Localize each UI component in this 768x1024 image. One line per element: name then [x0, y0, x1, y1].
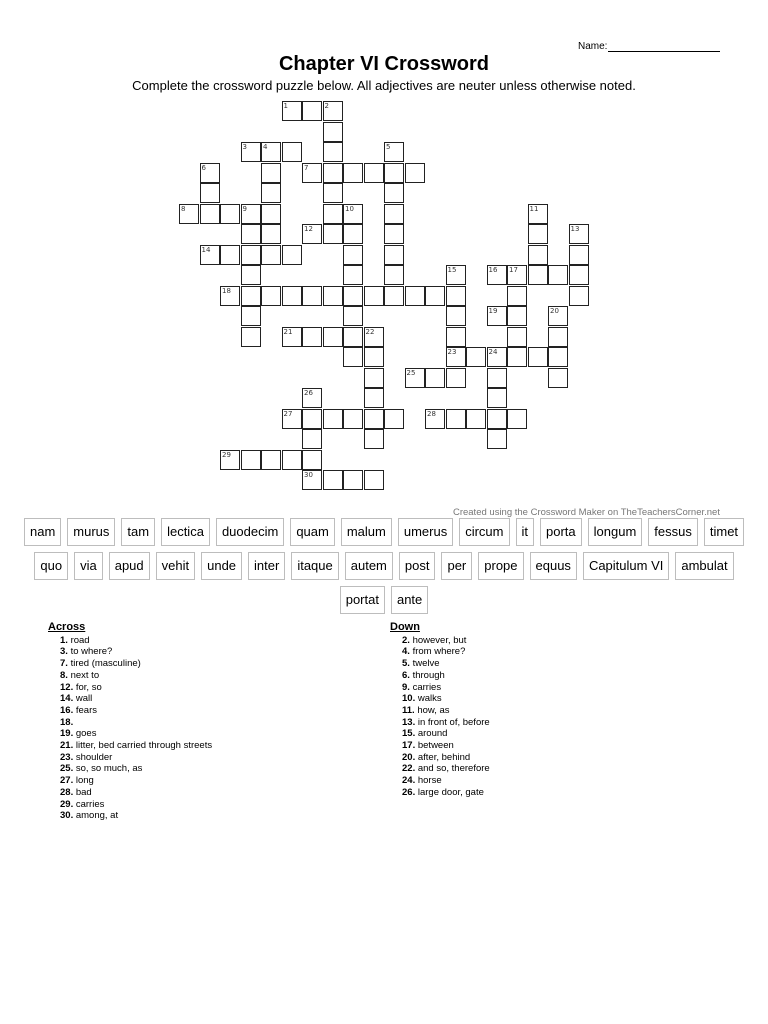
clue-text: shoulder — [75, 751, 113, 763]
down-clue — [390, 635, 490, 647]
crossword-cell[interactable] — [323, 327, 343, 347]
crossword-cell[interactable] — [241, 286, 261, 306]
word-bank-item: post — [399, 552, 436, 580]
crossword-cell[interactable] — [302, 327, 322, 347]
crossword-cell[interactable] — [200, 183, 220, 203]
word-bank-item: umerus — [398, 518, 453, 546]
crossword-cell[interactable] — [446, 265, 466, 285]
crossword-cell[interactable] — [446, 306, 466, 326]
crossword-cell[interactable] — [405, 163, 425, 183]
crossword-cell[interactable] — [446, 327, 466, 347]
crossword-cell[interactable] — [548, 265, 568, 285]
word-bank-item: it — [516, 518, 535, 546]
down-clue — [390, 646, 490, 658]
clue-number: 21 — [283, 327, 293, 336]
word-bank-row — [42, 586, 726, 614]
crossword-cell[interactable] — [261, 163, 281, 183]
crossword-cell[interactable] — [446, 368, 466, 388]
crossword-cell[interactable] — [179, 204, 199, 224]
crossword-grid — [0, 0, 768, 500]
down-clue — [390, 728, 490, 740]
word-bank-row — [42, 552, 726, 580]
crossword-cell[interactable] — [364, 286, 384, 306]
clue-text: tired (masculine) — [70, 658, 141, 670]
clue-num: 4. — [402, 646, 410, 658]
down-clue — [390, 775, 490, 787]
word-bank-item: malum — [341, 518, 392, 546]
clue-number: 3 — [242, 143, 247, 151]
word-bank-item: lectica — [161, 518, 210, 546]
down-clues — [390, 622, 490, 799]
word-bank-item: prope — [478, 552, 523, 580]
clue-number: 9 — [242, 204, 247, 213]
word-bank-item: fessus — [648, 518, 698, 546]
crossword-cell[interactable] — [261, 224, 281, 244]
crossword-cell[interactable] — [282, 409, 302, 429]
crossword-cell[interactable] — [282, 327, 302, 347]
crossword-cell[interactable] — [302, 388, 322, 408]
word-bank-item: ambulat — [675, 552, 733, 580]
clue-number: 13 — [570, 225, 580, 233]
down-clue — [390, 763, 490, 775]
crossword-cell[interactable] — [261, 183, 281, 203]
clue-num: 7. — [60, 658, 68, 670]
crossword-cell[interactable] — [302, 163, 322, 183]
crossword-cell[interactable] — [323, 122, 343, 142]
crossword-cell[interactable] — [528, 245, 548, 265]
clue-num: 10. — [402, 693, 416, 705]
across-clue — [48, 740, 212, 752]
crossword-cell[interactable] — [548, 327, 568, 347]
crossword-cell[interactable] — [241, 142, 261, 162]
crossword-cell[interactable] — [220, 245, 240, 265]
crossword-cell[interactable] — [384, 245, 404, 265]
crossword-cell[interactable] — [343, 224, 363, 244]
crossword-cell[interactable] — [528, 224, 548, 244]
clue-text: among, at — [75, 810, 119, 822]
clue-number: 26 — [304, 389, 313, 397]
crossword-cell[interactable] — [241, 265, 261, 285]
across-clue — [48, 787, 212, 799]
crossword-cell[interactable] — [405, 286, 425, 306]
clue-text: goes — [75, 728, 97, 740]
crossword-cell[interactable] — [364, 388, 384, 408]
crossword-cell[interactable] — [282, 286, 302, 306]
clue-number: 18 — [222, 286, 231, 295]
crossword-cell[interactable] — [569, 245, 589, 265]
down-clue — [390, 693, 490, 705]
crossword-cell[interactable] — [364, 347, 384, 367]
clue-num: 18. — [60, 716, 74, 728]
crossword-cell[interactable] — [282, 245, 302, 265]
across-clue — [48, 763, 212, 775]
crossword-cell[interactable] — [384, 163, 404, 183]
clue-num: 22. — [402, 763, 416, 775]
crossword-cell[interactable] — [425, 286, 445, 306]
clue-number: 29 — [222, 450, 231, 459]
clue-text: however, but — [412, 634, 467, 646]
crossword-cell[interactable] — [507, 306, 527, 326]
crossword-cell[interactable] — [323, 101, 343, 121]
crossword-cell[interactable] — [282, 101, 302, 121]
crossword-cell[interactable] — [241, 450, 261, 470]
clue-num: 16. — [60, 704, 74, 716]
crossword-cell[interactable] — [302, 409, 322, 429]
crossword-cell[interactable] — [548, 347, 568, 367]
down-clue — [390, 705, 490, 717]
crossword-cell[interactable] — [343, 306, 363, 326]
crossword-cell[interactable] — [364, 368, 384, 388]
clue-text: so, so much, as — [75, 763, 143, 775]
crossword-cell[interactable] — [569, 224, 589, 244]
credit-text: Created using the Crossword Maker on TheTeachersCorner.net — [452, 507, 720, 518]
clue-text: bad — [75, 786, 92, 798]
clue-number: 4 — [263, 143, 268, 151]
instructions-text: Complete the crossword puzzle below. All adjectives are neuter unless otherwise noted. — [132, 78, 636, 93]
crossword-cell[interactable] — [323, 409, 343, 429]
crossword-cell[interactable] — [487, 368, 507, 388]
word-bank-item: apud — [109, 552, 150, 580]
crossword-cell[interactable] — [302, 470, 322, 490]
crossword-cell[interactable] — [323, 224, 343, 244]
clue-number: 30 — [304, 471, 313, 479]
clue-number: 10 — [345, 204, 354, 213]
clue-text: in front of, before — [417, 716, 490, 728]
crossword-cell[interactable] — [323, 286, 343, 306]
clue-num: 20. — [402, 751, 416, 763]
clue-text: for, so — [75, 681, 102, 693]
crossword-cell[interactable] — [302, 101, 322, 121]
crossword-cell[interactable] — [487, 306, 507, 326]
word-bank-item: nam — [24, 518, 61, 546]
clue-text: large door, gate — [417, 786, 484, 798]
crossword-cell[interactable] — [261, 286, 281, 306]
crossword-cell[interactable] — [241, 327, 261, 347]
clue-num: 5. — [402, 658, 410, 670]
word-bank-item: equus — [530, 552, 577, 580]
crossword-cell[interactable] — [323, 470, 343, 490]
crossword-cell[interactable] — [487, 429, 507, 449]
clue-num: 12. — [60, 681, 74, 693]
word-bank-item: portat — [340, 586, 385, 614]
across-clue — [48, 717, 212, 729]
clue-num: 28. — [60, 786, 74, 798]
crossword-cell[interactable] — [507, 327, 527, 347]
crossword-cell[interactable] — [384, 183, 404, 203]
across-clues — [48, 622, 212, 822]
clue-number: 23 — [447, 348, 457, 356]
across-clue — [48, 635, 212, 647]
word-bank-item: itaque — [291, 552, 338, 580]
down-clue — [390, 658, 490, 670]
clue-number: 16 — [488, 266, 498, 274]
crossword-cell[interactable] — [528, 347, 548, 367]
across-clue — [48, 670, 212, 682]
across-clue — [48, 799, 212, 811]
across-clue — [48, 810, 212, 822]
crossword-cell[interactable] — [220, 286, 240, 306]
crossword-cell[interactable] — [302, 429, 322, 449]
crossword-cell[interactable] — [405, 368, 425, 388]
crossword-cell[interactable] — [220, 204, 240, 224]
clue-number: 7 — [304, 163, 309, 172]
crossword-cell[interactable] — [384, 204, 404, 224]
clue-number: 2 — [324, 102, 329, 110]
across-clue — [48, 693, 212, 705]
crossword-cell[interactable] — [323, 163, 343, 183]
across-clue — [48, 658, 212, 670]
crossword-cell[interactable] — [343, 204, 363, 224]
clue-num: 8. — [60, 669, 68, 681]
word-bank-item: duodecim — [216, 518, 284, 546]
crossword-cell[interactable] — [446, 409, 466, 429]
crossword-cell[interactable] — [241, 224, 261, 244]
word-bank-item: ante — [391, 586, 428, 614]
crossword-cell[interactable] — [343, 265, 363, 285]
crossword-cell[interactable] — [241, 306, 261, 326]
crossword-cell[interactable] — [364, 327, 384, 347]
clue-number: 27 — [283, 409, 293, 418]
crossword-cell[interactable] — [302, 286, 322, 306]
word-bank-item: longum — [588, 518, 643, 546]
crossword-cell[interactable] — [323, 142, 343, 162]
clue-text: around — [417, 728, 448, 740]
down-clue — [390, 670, 490, 682]
clue-num: 15. — [402, 728, 416, 740]
clue-number: 24 — [488, 348, 498, 356]
clue-text: after, behind — [417, 751, 471, 763]
word-bank-item: timet — [704, 518, 744, 546]
clue-text: to where? — [70, 646, 113, 658]
clue-number: 5 — [386, 143, 391, 151]
word-bank-item: tam — [121, 518, 155, 546]
crossword-cell[interactable] — [384, 265, 404, 285]
word-bank-item: unde — [201, 552, 242, 580]
crossword-cell[interactable] — [569, 286, 589, 306]
word-bank-item: circum — [459, 518, 509, 546]
crossword-cell[interactable] — [364, 429, 384, 449]
word-bank-item: vehit — [156, 552, 195, 580]
clue-number: 11 — [529, 204, 539, 213]
clue-num: 6. — [402, 669, 410, 681]
crossword-cell[interactable] — [343, 245, 363, 265]
crossword-cell[interactable] — [507, 286, 527, 306]
crossword-cell[interactable] — [487, 347, 507, 367]
across-clue — [48, 728, 212, 740]
clue-num: 14. — [60, 693, 74, 705]
crossword-cell[interactable] — [261, 204, 281, 224]
clue-number: 25 — [406, 368, 416, 377]
clue-num: 9. — [402, 681, 410, 693]
word-bank-item: quo — [34, 552, 68, 580]
clue-num: 3. — [60, 646, 68, 658]
down-clue — [390, 740, 490, 752]
crossword-cell[interactable] — [507, 347, 527, 367]
clue-number: 17 — [509, 266, 518, 274]
clue-num: 13. — [402, 716, 416, 728]
crossword-cell[interactable] — [466, 347, 486, 367]
clue-text: fears — [75, 704, 97, 716]
clue-num: 11. — [402, 704, 415, 716]
clue-number: 12 — [304, 225, 313, 233]
across-clue — [48, 705, 212, 717]
crossword-cell[interactable] — [200, 204, 220, 224]
clue-text: how, as — [417, 704, 450, 716]
clue-text: next to — [70, 669, 100, 681]
clue-number: 8 — [181, 204, 186, 213]
word-bank-item: quam — [290, 518, 335, 546]
crossword-cell[interactable] — [261, 245, 281, 265]
clue-text: carries — [75, 798, 105, 810]
crossword-cell[interactable] — [343, 409, 363, 429]
clue-text: twelve — [412, 658, 440, 670]
crossword-cell[interactable] — [507, 265, 527, 285]
clue-text: horse — [417, 775, 442, 787]
clue-num: 25. — [60, 763, 74, 775]
crossword-cell[interactable] — [343, 347, 363, 367]
clue-num: 29. — [60, 798, 74, 810]
crossword-cell[interactable] — [569, 265, 589, 285]
crossword-cell[interactable] — [425, 368, 445, 388]
clue-num: 19. — [60, 728, 74, 740]
word-bank-item: murus — [67, 518, 115, 546]
crossword-cell[interactable] — [282, 142, 302, 162]
clue-number: 28 — [427, 409, 436, 418]
crossword-cell[interactable] — [548, 306, 568, 326]
clue-num: 17. — [402, 740, 416, 752]
crossword-cell[interactable] — [487, 409, 507, 429]
down-clue — [390, 717, 490, 729]
crossword-cell[interactable] — [446, 286, 466, 306]
clue-text: litter, bed carried through streets — [75, 740, 213, 752]
down-clue — [390, 752, 490, 764]
clue-num: 1. — [60, 634, 68, 646]
crossword-cell[interactable] — [487, 265, 507, 285]
crossword-cell[interactable] — [364, 409, 384, 429]
crossword-cell[interactable] — [528, 265, 548, 285]
crossword-cell[interactable] — [343, 327, 363, 347]
down-clue — [390, 787, 490, 799]
crossword-cell[interactable] — [446, 347, 466, 367]
crossword-cell[interactable] — [220, 450, 240, 470]
crossword-cell[interactable] — [343, 286, 363, 306]
word-bank-item: per — [441, 552, 472, 580]
crossword-cell[interactable] — [200, 163, 220, 183]
clue-number: 20 — [550, 307, 559, 315]
clue-number: 22 — [365, 327, 375, 336]
page-title: Chapter VI Crossword — [278, 53, 490, 75]
clue-number: 19 — [488, 307, 498, 315]
clue-number: 15 — [447, 266, 457, 274]
clue-text: wall — [75, 693, 93, 705]
across-heading: Across — [48, 621, 86, 633]
crossword-cell[interactable] — [528, 204, 548, 224]
clue-number: 14 — [201, 245, 211, 254]
crossword-cell[interactable] — [466, 409, 486, 429]
crossword-cell[interactable] — [384, 142, 404, 162]
across-clue — [48, 775, 212, 787]
clue-num: 27. — [60, 775, 74, 787]
crossword-cell[interactable] — [487, 388, 507, 408]
crossword-cell[interactable] — [261, 450, 281, 470]
clue-text: long — [75, 775, 94, 787]
crossword-cell[interactable] — [425, 409, 445, 429]
word-bank-item: autem — [345, 552, 393, 580]
word-bank-item: porta — [540, 518, 582, 546]
clue-num: 21. — [60, 740, 74, 752]
crossword-cell[interactable] — [241, 204, 261, 224]
crossword-cell[interactable] — [302, 450, 322, 470]
clue-num: 30. — [60, 810, 74, 822]
down-clue — [390, 682, 490, 694]
clue-text: through — [412, 669, 445, 681]
across-clue — [48, 646, 212, 658]
clue-num: 23. — [60, 751, 74, 763]
crossword-cell[interactable] — [323, 183, 343, 203]
crossword-cell[interactable] — [507, 409, 527, 429]
crossword-cell[interactable] — [302, 224, 322, 244]
crossword-cell[interactable] — [343, 470, 363, 490]
clue-text: and so, therefore — [417, 763, 490, 775]
clue-num: 26. — [402, 786, 416, 798]
crossword-cell[interactable] — [241, 245, 261, 265]
crossword-cell[interactable] — [384, 224, 404, 244]
clue-num: 2. — [402, 634, 410, 646]
clue-text: road — [70, 634, 90, 646]
crossword-cell[interactable] — [282, 450, 302, 470]
across-clue — [48, 682, 212, 694]
clue-text: between — [417, 740, 454, 752]
word-bank-item: via — [74, 552, 103, 580]
clue-text: from where? — [412, 646, 466, 658]
word-bank-item: inter — [248, 552, 285, 580]
crossword-cell[interactable] — [364, 163, 384, 183]
crossword-cell[interactable] — [323, 204, 343, 224]
across-clue — [48, 752, 212, 764]
crossword-cell[interactable] — [384, 286, 404, 306]
word-bank-item: Capitulum VI — [583, 552, 669, 580]
crossword-cell[interactable] — [548, 368, 568, 388]
down-heading: Down — [390, 621, 420, 633]
crossword-cell[interactable] — [343, 163, 363, 183]
clue-text: carries — [412, 681, 442, 693]
clue-number: 1 — [283, 102, 288, 110]
clue-num: 24. — [402, 775, 416, 787]
word-bank-row — [29, 518, 739, 546]
crossword-cell[interactable] — [200, 245, 220, 265]
crossword-cell[interactable] — [261, 142, 281, 162]
crossword-cell[interactable] — [384, 409, 404, 429]
clue-number: 6 — [201, 163, 206, 172]
name-label: Name: — [578, 41, 608, 52]
crossword-cell[interactable] — [364, 470, 384, 490]
clue-text: walks — [417, 693, 442, 705]
